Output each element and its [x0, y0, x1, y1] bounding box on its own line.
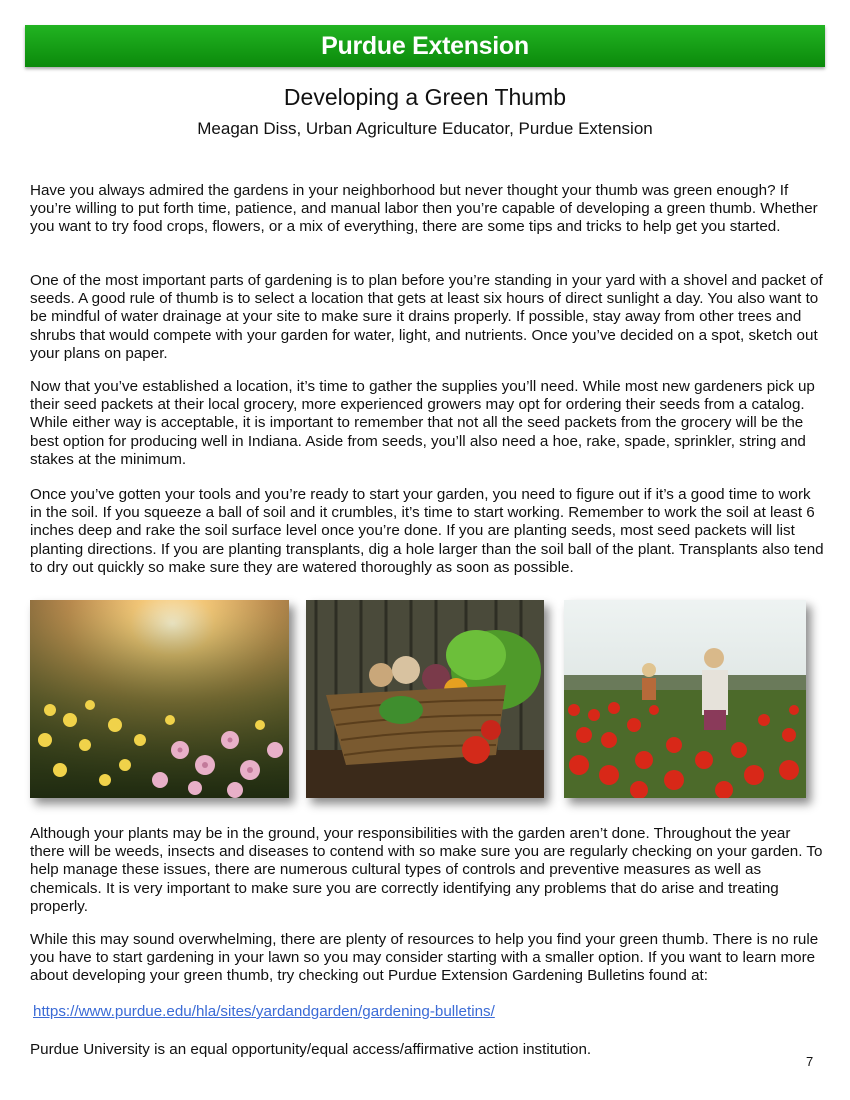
- tulip-field-photo: [564, 600, 806, 798]
- paragraph-planning: One of the most important parts of gardening is to plan before you’re standing in your yard with a shovel and packet of seeds. A good rule of thumb is to select a location that gets at least six hours of direct sunlight a day. You also want to be mindful of water drainage at your site to make sure it drains properly. If possible, stay away from other trees and shrubs that would compete with your garden for water, light, and nutrients. Once you’ve decided on a spot, sketch out your plans on paper.: [30, 272, 823, 362]
- paragraph-supplies: Now that you’ve established a location, it’s time to gather the supplies you’ll need. While most new gardeners pick up their seed packets at their local grocery, more experienced growers may opt for ordering their seeds from a catalog. While either way is acceptable, it is important to remember that not all the seed packets from the grocery will be the best option for producing well in Indiana. Aside from seeds, you’ll also need a hoe, rake, spade, sprinkler, string and stakes at the minimum.: [30, 378, 815, 468]
- paragraph-intro: Have you always admired the gardens in your neighborhood but never thought your thumb was green enough? If you’re willing to put forth time, patience, and manual labor then you’re capable of developing a green thumb. Whether you want to try food crops, flowers, or a mix of everything, there are some tips and tricks to help get you started.: [30, 182, 818, 236]
- page-number: 7: [806, 1054, 814, 1069]
- article-author: Meagan Diss, Urban Agriculture Educator, Purdue Extension: [197, 119, 653, 138]
- article-title: Developing a Green Thumb: [283, 84, 567, 110]
- eeo-statement: Purdue University is an equal opportunity/equal access/affirmative action institution.: [30, 1041, 592, 1058]
- header-banner: [25, 25, 825, 67]
- paragraph-soil: Once you’ve gotten your tools and you’re ready to start your garden, you need to figure out if it’s a good time to work in the soil. If you squeeze a ball of soil and it crumbles, it’s time to start working. Remember to work the soil at least 6 inches deep and rake the soil surface level once you’re done. If you are planting seeds, most seed packets will list planting directions. If you are planting transplants, dig a hole larger than the soil ball of the plant. Transplants also tend to dry out quickly so make sure they are watered thoroughly as soon as possible.: [30, 486, 824, 576]
- vegetable-basket-photo: [306, 600, 544, 798]
- paragraph-resources: While this may sound overwhelming, there are plenty of resources to help you find your green thumb. There is no rule you have to start gardening in your lawn so you may consider starting with a smaller option. If you want to learn more about developing your green thumb, try checking out Purdue Extension Gardening Bulletins found at:: [30, 931, 819, 985]
- banner-title: Purdue Extension: [321, 32, 529, 60]
- gardening-bulletins-link[interactable]: https://www.purdue.edu/hla/sites/yardandgarden/gardening-bulletins/: [33, 1003, 495, 1020]
- flowers-photo: [30, 600, 289, 798]
- paragraph-maintenance: Although your plants may be in the ground, your responsibilities with the garden aren’t done. Throughout the year there will be weeds, insects and diseases to contend with so make sure you are regularly checking on your garden. To help manage these issues, there are numerous cultural types of controls and preventive measures as well as chemicals. It is very important to make sure you are correctly identifying any problems that do arise and treating properly.: [30, 825, 823, 915]
